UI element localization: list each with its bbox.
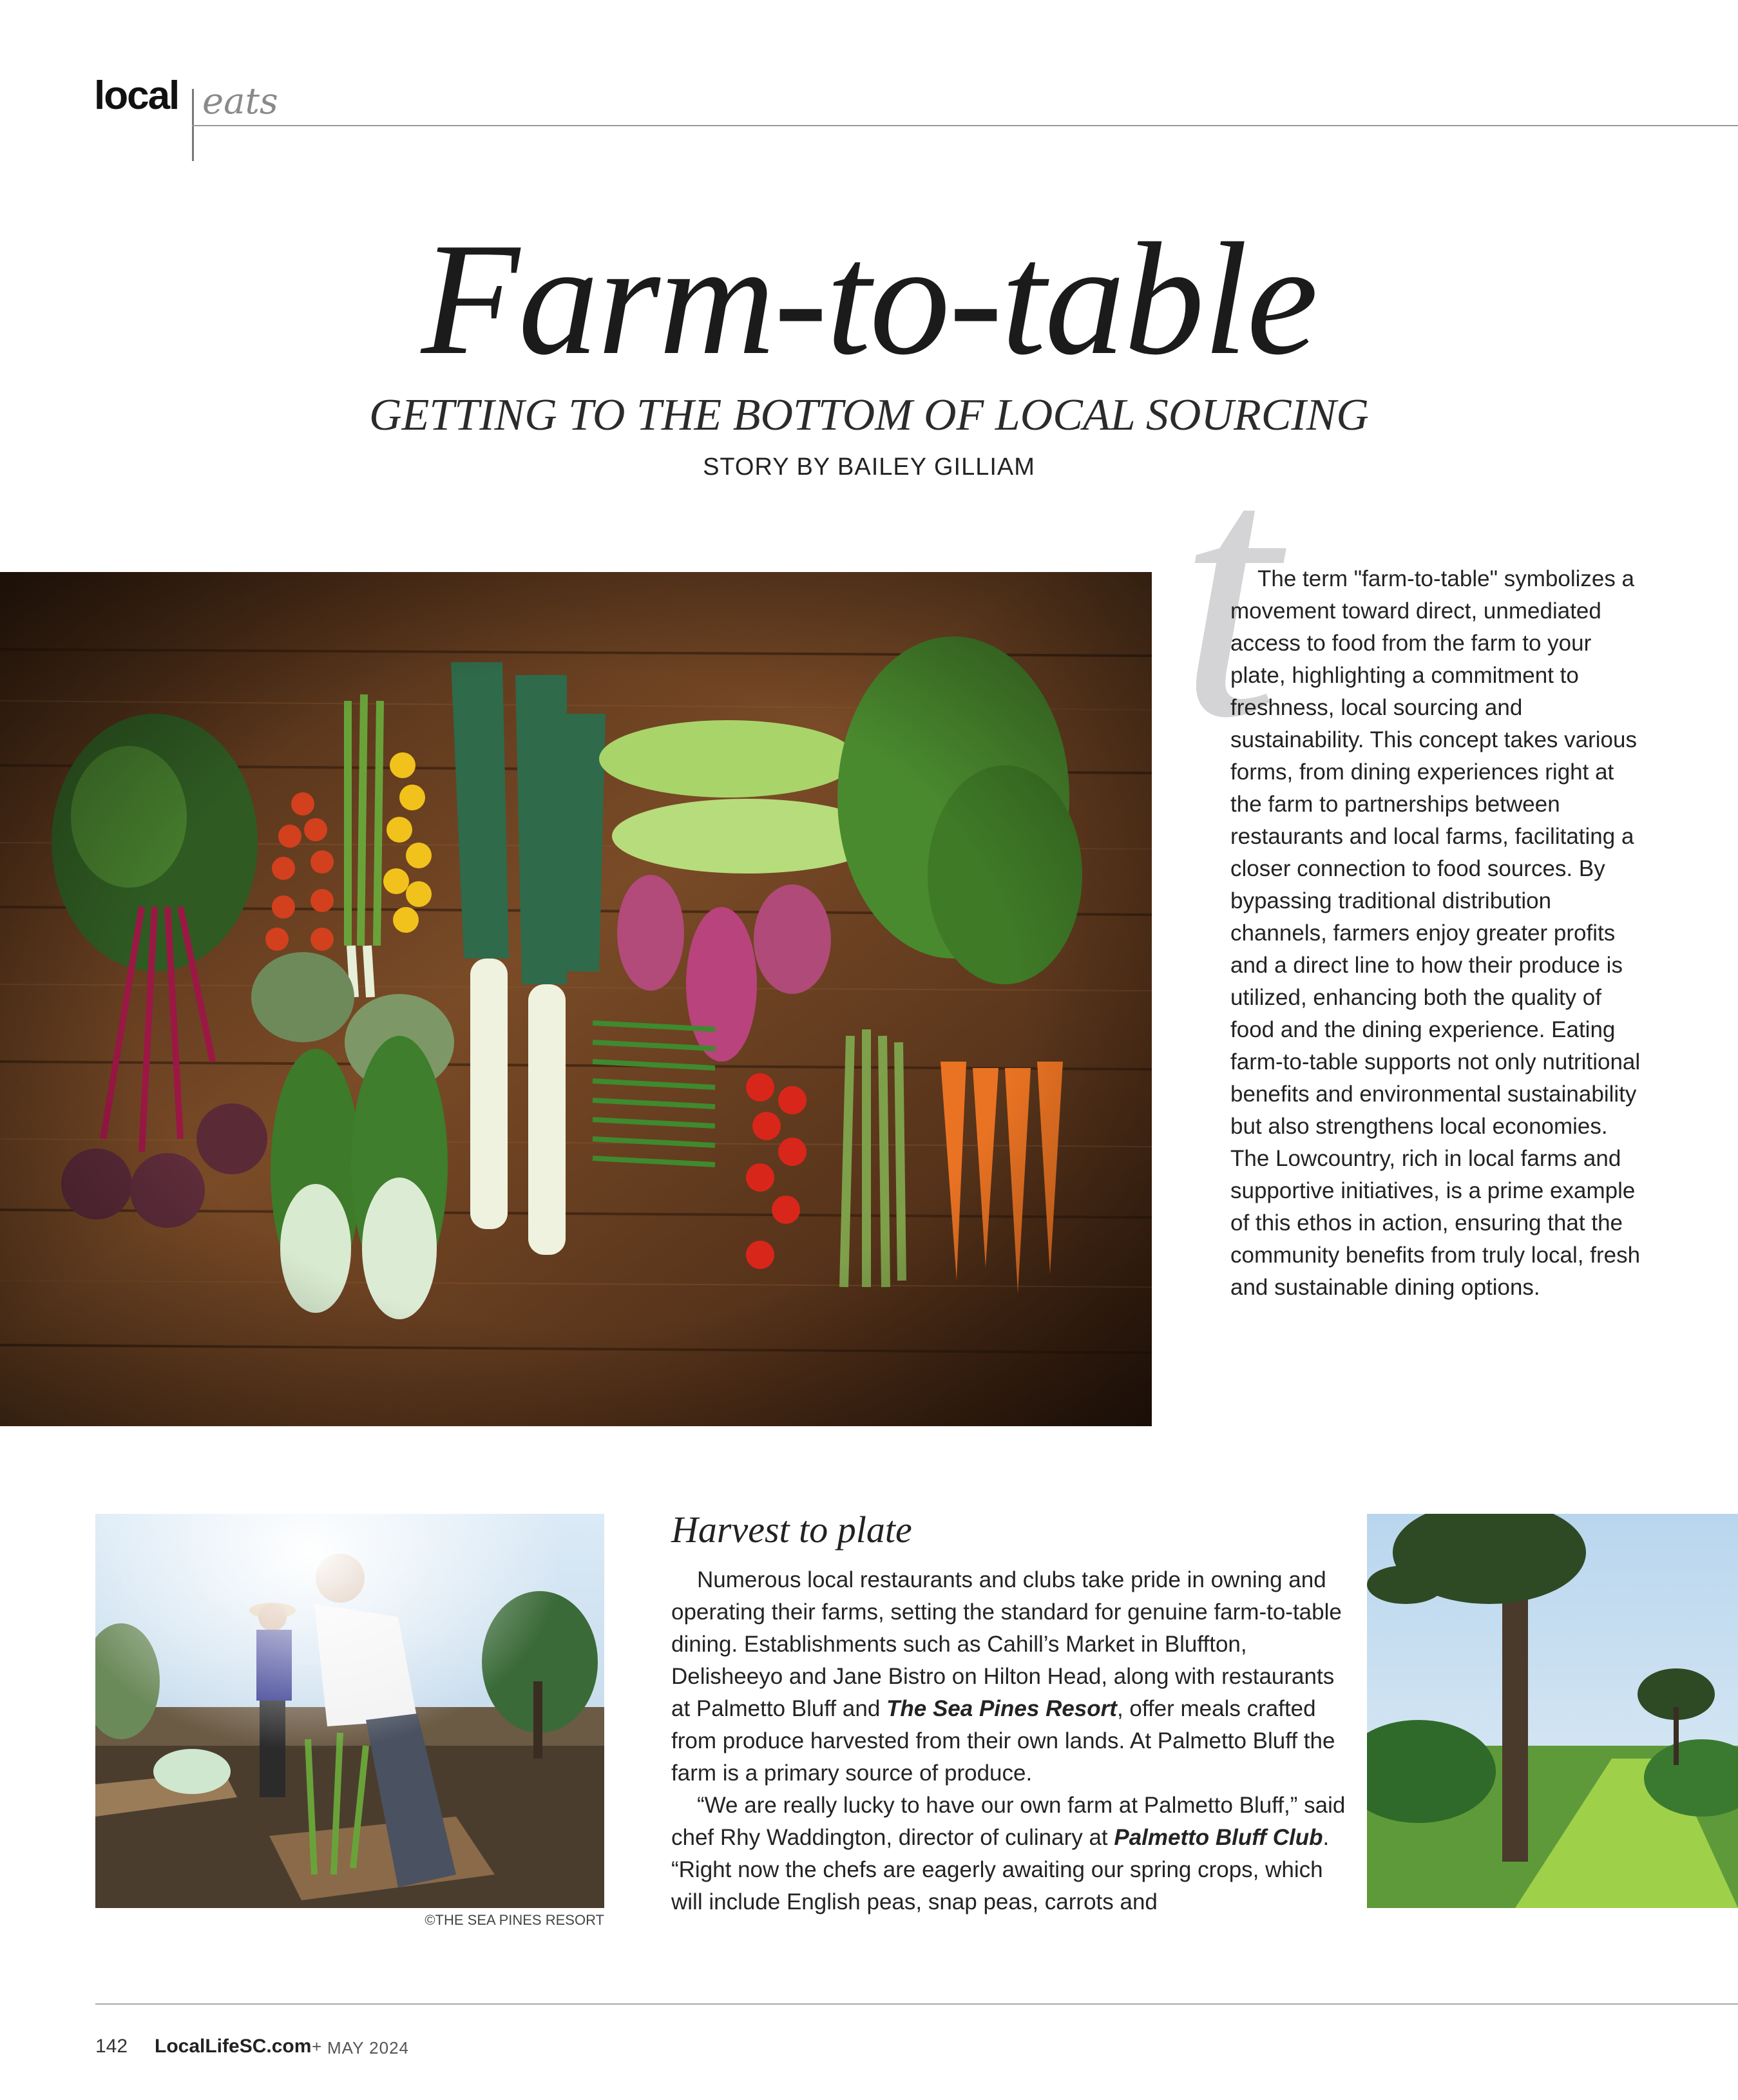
article-subtitle: GETTING TO THE BOTTOM OF LOCAL SOURCING: [369, 390, 1369, 440]
hero-vegetables-photo: [0, 572, 1152, 1426]
palmetto-bluff-club-name: Palmetto Bluff Club: [1114, 1825, 1323, 1850]
footer-separator: +: [312, 2037, 322, 2056]
issue-date: MAY 2024: [327, 2038, 410, 2057]
section-heading: Harvest to plate: [671, 1509, 912, 1551]
article-title: Farm-to-table: [421, 210, 1317, 388]
harvest-paragraph-2: “We are really lucky to have our own farm at Palmetto Bluff,” said chef Rhy Waddington, director of culinary at Palmetto Bluff Club. “Right now the chefs are eagerly awaiting our spring crops, which will include English peas, snap peas, carrots and: [671, 1793, 1346, 1914]
section-label: local: [94, 73, 179, 118]
subsection-label: eats: [202, 81, 278, 122]
sea-pines-resort-name: The Sea Pines Resort: [886, 1696, 1117, 1721]
header-rule: [192, 125, 1738, 126]
footer-rule: [95, 2003, 1738, 2005]
drop-cap: t: [1179, 393, 1279, 792]
gardeners-photo: [95, 1514, 604, 1908]
harvest-body: [671, 1564, 1348, 1918]
intro-paragraph: The term "farm-to-table" symbolizes a movement toward direct, unmediated access to food from the farm to your plate, highlighting a commitment to freshness, local sourcing and sustainability. This concept takes various forms, from dining experiences right at the farm to partnerships between restaurants and local farms, facilitating a closer connection to food sources. By bypassing traditional distribution channels, farmers enjoy greater profits and a direct line to how their produce is utilized, enhancing both the quality of food and the dining experience. Eating farm-to-table supports not only nutritional benefits and environmental sustainability but also strengthens local economies. The Lowcountry, rich in local farms and supportive initiatives, is a prime example of this ethos in action, ensuring that the community benefits from truly local, fresh and sustainable dining options.: [1230, 566, 1641, 1300]
page-number: 142: [95, 2036, 128, 2057]
photo-credit: ©THE SEA PINES RESORT: [425, 1912, 604, 1928]
farm-garden-photo: [1367, 1514, 1738, 1908]
harvest-paragraph-1: Numerous local restaurants and clubs take pride in owning and operating their farms, setting the standard for genuine farm-to-table dining. Establishments such as Cahill’s Market in Bluffton, Delisheeyo and Jane Bistro on Hilton Head, along with restaurants at Palmetto Bluff and The Sea Pines Resort, offer meals crafted from produce harvested from their own lands. At Palmetto Bluff the farm is a primary source of produce.: [671, 1567, 1342, 1786]
article-byline: STORY BY BAILEY GILLIAM: [703, 453, 1035, 481]
intro-text: [1230, 563, 1649, 1304]
footer-website: LocalLifeSC.com: [155, 2036, 312, 2057]
